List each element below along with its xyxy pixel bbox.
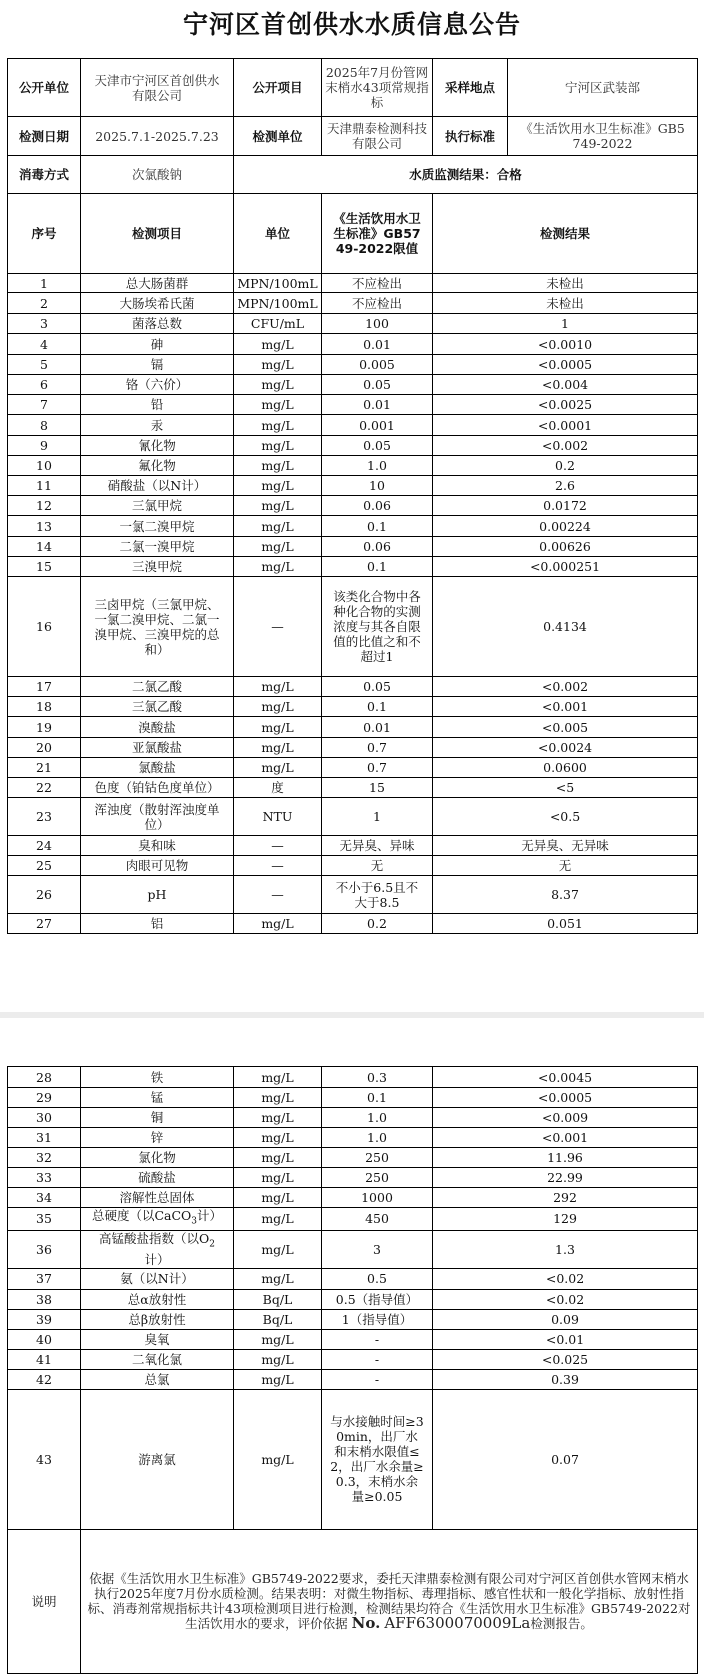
standard-label: 执行标准 <box>433 117 508 156</box>
row-limit: 1.0 <box>322 1128 433 1148</box>
row-item: 臭和味 <box>81 836 234 856</box>
row-result: <0.001 <box>433 697 698 717</box>
row-item: 溶解性总固体 <box>81 1188 234 1208</box>
row-limit: 1.0 <box>322 1108 433 1128</box>
row-result: <5 <box>433 778 698 798</box>
row-result: <0.5 <box>433 798 698 836</box>
row-result: <0.009 <box>433 1108 698 1128</box>
row-limit: 0.01 <box>322 717 433 738</box>
date-label: 检测日期 <box>8 117 81 156</box>
row-item: 汞 <box>81 415 234 436</box>
row-limit: 3 <box>322 1230 433 1268</box>
row-unit: mg/L <box>234 758 322 778</box>
header-no: 序号 <box>8 194 81 274</box>
row-no: 18 <box>8 697 81 717</box>
row-item: 三卤甲烷（三氯甲烷、一氯二溴甲烷、二氯一溴甲烷、三溴甲烷的总和） <box>81 577 234 677</box>
row-unit: mg/L <box>234 334 322 355</box>
row-item: 大肠埃希氏菌 <box>81 293 234 314</box>
row-unit: mg/L <box>234 1268 322 1289</box>
row-result: <0.002 <box>433 436 698 456</box>
row-item: 锌 <box>81 1128 234 1148</box>
row-no: 35 <box>8 1208 81 1231</box>
table-row <box>8 758 698 778</box>
row-item: 总氯 <box>81 1369 234 1389</box>
row-item: 锰 <box>81 1088 234 1108</box>
row-item: 砷 <box>81 334 234 355</box>
row-result: 11.96 <box>433 1148 698 1168</box>
row-limit: 0.01 <box>322 334 433 355</box>
row-no: 43 <box>8 1389 81 1529</box>
table-row <box>8 876 698 914</box>
row-unit: — <box>234 577 322 677</box>
table-row <box>8 577 698 677</box>
row-no: 37 <box>8 1268 81 1289</box>
row-unit: 度 <box>234 778 322 798</box>
note-label: 说明 <box>8 1529 81 1673</box>
disinfect-label: 消毒方式 <box>8 156 81 194</box>
row-limit: 不应检出 <box>322 293 433 314</box>
table-row <box>8 677 698 697</box>
row-result: 0.051 <box>433 914 698 934</box>
table-row <box>8 293 698 314</box>
note-row <box>8 1529 698 1673</box>
table-row <box>8 1208 698 1231</box>
row-unit: mg/L <box>234 1208 322 1231</box>
row-unit: mg/L <box>234 1369 322 1389</box>
lab-value: 天津鼎泰检测科技有限公司 <box>322 117 433 156</box>
row-item: 溴酸盐 <box>81 717 234 738</box>
row-limit: 1.0 <box>322 456 433 476</box>
row-item: 二氯乙酸 <box>81 677 234 697</box>
row-result: 未检出 <box>433 293 698 314</box>
row-unit: — <box>234 836 322 856</box>
row-unit: mg/L <box>234 355 322 375</box>
row-limit: 100 <box>322 314 433 334</box>
project-value: 2025年7月份管网末梢水43项常规指标 <box>322 59 433 117</box>
row-unit: mg/L <box>234 677 322 697</box>
header-unit: 单位 <box>234 194 322 274</box>
table-row <box>8 1168 698 1188</box>
row-result: 22.99 <box>433 1168 698 1188</box>
row-result: <0.02 <box>433 1268 698 1289</box>
row-result: <0.005 <box>433 717 698 738</box>
row-item: 菌落总数 <box>81 314 234 334</box>
row-limit: 0.5 <box>322 1268 433 1289</box>
row-unit: MPN/100mL <box>234 293 322 314</box>
row-no: 30 <box>8 1108 81 1128</box>
table-row <box>8 778 698 798</box>
lab-label: 检测单位 <box>234 117 322 156</box>
row-unit: mg/L <box>234 436 322 456</box>
table-row <box>8 836 698 856</box>
row-item: 氰化物 <box>81 436 234 456</box>
row-item: 总β放射性 <box>81 1309 234 1329</box>
table-row <box>8 1268 698 1289</box>
row-item: 三溴甲烷 <box>81 557 234 577</box>
row-unit: mg/L <box>234 1088 322 1108</box>
row-limit: 无异臭、异味 <box>322 836 433 856</box>
row-limit: 10 <box>322 476 433 496</box>
info-row-3 <box>8 156 698 194</box>
row-item: 游离氯 <box>81 1389 234 1529</box>
row-no: 22 <box>8 778 81 798</box>
row-unit: mg/L <box>234 415 322 436</box>
row-limit: 不小于6.5且不大于8.5 <box>322 876 433 914</box>
row-no: 3 <box>8 314 81 334</box>
row-result: <0.0045 <box>433 1067 698 1088</box>
row-no: 25 <box>8 856 81 876</box>
row-no: 1 <box>8 274 81 293</box>
row-result: <0.025 <box>433 1349 698 1369</box>
row-unit: Bq/L <box>234 1289 322 1309</box>
row-no: 36 <box>8 1230 81 1268</box>
row-limit: 0.005 <box>322 355 433 375</box>
row-unit: mg/L <box>234 496 322 516</box>
table-row <box>8 1309 698 1329</box>
row-no: 28 <box>8 1067 81 1088</box>
row-no: 6 <box>8 375 81 395</box>
row-limit: 1000 <box>322 1188 433 1208</box>
row-limit: 1 <box>322 798 433 836</box>
row-unit: mg/L <box>234 738 322 758</box>
row-item: 氯化物 <box>81 1148 234 1168</box>
standard-value: 《生活饮用水卫生标准》GB5749-2022 <box>508 117 698 156</box>
header-limit: 《生活饮用水卫生标准》GB5749-2022限值 <box>322 194 433 274</box>
row-unit: mg/L <box>234 914 322 934</box>
row-item: 色度（铂钴色度单位） <box>81 778 234 798</box>
row-item: 氟化物 <box>81 456 234 476</box>
row-limit: 0.2 <box>322 914 433 934</box>
row-no: 31 <box>8 1128 81 1148</box>
row-no: 4 <box>8 334 81 355</box>
row-item: 臭氧 <box>81 1329 234 1349</box>
row-no: 29 <box>8 1088 81 1108</box>
row-limit: 0.05 <box>322 436 433 456</box>
row-result: 0.0600 <box>433 758 698 778</box>
row-no: 12 <box>8 496 81 516</box>
row-limit: 0.06 <box>322 537 433 557</box>
row-result: 无异臭、无异味 <box>433 836 698 856</box>
row-limit: 0.05 <box>322 375 433 395</box>
row-no: 8 <box>8 415 81 436</box>
row-item: 铜 <box>81 1108 234 1128</box>
table-row <box>8 456 698 476</box>
header-item: 检测项目 <box>81 194 234 274</box>
row-limit: 该类化合物中各种化合物的实测浓度与其各自限值的比值之和不超过1 <box>322 577 433 677</box>
row-unit: mg/L <box>234 1389 322 1529</box>
table-row <box>8 1128 698 1148</box>
table-row <box>8 1148 698 1168</box>
table-row <box>8 1067 698 1088</box>
row-item: 铁 <box>81 1067 234 1088</box>
row-no: 26 <box>8 876 81 914</box>
table-row <box>8 697 698 717</box>
row-result: 0.09 <box>433 1309 698 1329</box>
row-unit: mg/L <box>234 1128 322 1148</box>
row-no: 42 <box>8 1369 81 1389</box>
row-limit: 15 <box>322 778 433 798</box>
row-limit: 0.1 <box>322 557 433 577</box>
table-row <box>8 395 698 415</box>
table-row <box>8 537 698 557</box>
row-no: 5 <box>8 355 81 375</box>
row-no: 40 <box>8 1329 81 1349</box>
row-result: <0.004 <box>433 375 698 395</box>
result-summary: 水质监测结果：合格 <box>234 156 698 194</box>
row-item: 三氯甲烷 <box>81 496 234 516</box>
row-unit: mg/L <box>234 456 322 476</box>
row-result: <0.0005 <box>433 355 698 375</box>
row-unit: MPN/100mL <box>234 274 322 293</box>
row-result: 0.0172 <box>433 496 698 516</box>
row-limit: 0.06 <box>322 496 433 516</box>
row-item: 总硬度（以CaCO$_3$计） <box>81 1208 234 1231</box>
row-no: 9 <box>8 436 81 456</box>
table-row <box>8 355 698 375</box>
row-no: 15 <box>8 557 81 577</box>
row-no: 7 <box>8 395 81 415</box>
row-unit: — <box>234 876 322 914</box>
row-result: 0.2 <box>433 456 698 476</box>
row-unit: mg/L <box>234 537 322 557</box>
row-limit: 0.05 <box>322 677 433 697</box>
row-result: <0.0001 <box>433 415 698 436</box>
table-row <box>8 914 698 934</box>
row-limit: 450 <box>322 1208 433 1231</box>
row-result: 0.4134 <box>433 577 698 677</box>
row-unit: mg/L <box>234 1329 322 1349</box>
water-quality-table-part2 <box>7 1066 698 1674</box>
water-quality-table-part1 <box>7 58 698 934</box>
row-limit: 0.7 <box>322 758 433 778</box>
row-unit: mg/L <box>234 1067 322 1088</box>
table-row <box>8 314 698 334</box>
row-no: 11 <box>8 476 81 496</box>
row-result: <0.0025 <box>433 395 698 415</box>
disinfect-value: 次氯酸钠 <box>81 156 234 194</box>
table-row <box>8 1108 698 1128</box>
row-unit: mg/L <box>234 476 322 496</box>
row-item: 总大肠菌群 <box>81 274 234 293</box>
row-unit: mg/L <box>234 1349 322 1369</box>
report-no-prefix: No. <box>351 1614 381 1632</box>
row-result: 1 <box>433 314 698 334</box>
date-value: 2025.7.1-2025.7.23 <box>81 117 234 156</box>
row-item: 铅 <box>81 395 234 415</box>
row-result: 292 <box>433 1188 698 1208</box>
row-no: 39 <box>8 1309 81 1329</box>
table-row <box>8 274 698 293</box>
row-unit: mg/L <box>234 1230 322 1268</box>
table-header-row <box>8 194 698 274</box>
row-item: 氯酸盐 <box>81 758 234 778</box>
row-limit: 0.1 <box>322 516 433 537</box>
row-result: 8.37 <box>433 876 698 914</box>
info-row-1 <box>8 59 698 117</box>
row-unit: CFU/mL <box>234 314 322 334</box>
row-no: 33 <box>8 1168 81 1188</box>
table-row <box>8 1349 698 1369</box>
row-item: 肉眼可见物 <box>81 856 234 876</box>
row-result: 0.00224 <box>433 516 698 537</box>
row-unit: mg/L <box>234 1108 322 1128</box>
row-no: 38 <box>8 1289 81 1309</box>
row-limit: 250 <box>322 1148 433 1168</box>
table-row <box>8 436 698 456</box>
row-unit: Bq/L <box>234 1309 322 1329</box>
table-row <box>8 1188 698 1208</box>
row-item: 铝 <box>81 914 234 934</box>
info-row-2 <box>8 117 698 156</box>
row-result: 0.00626 <box>433 537 698 557</box>
row-no: 23 <box>8 798 81 836</box>
unit-label: 公开单位 <box>8 59 81 117</box>
table-row <box>8 1230 698 1268</box>
row-result: 1.3 <box>433 1230 698 1268</box>
row-unit: mg/L <box>234 697 322 717</box>
row-item: 三氯乙酸 <box>81 697 234 717</box>
row-unit: mg/L <box>234 395 322 415</box>
site-value: 宁河区武装部 <box>508 59 698 117</box>
table-row <box>8 557 698 577</box>
project-label: 公开项目 <box>234 59 322 117</box>
row-no: 16 <box>8 577 81 677</box>
row-limit: 0.3 <box>322 1067 433 1088</box>
row-item: pH <box>81 876 234 914</box>
table-row <box>8 1369 698 1389</box>
row-limit: 250 <box>322 1168 433 1188</box>
note-body: 依据《生活饮用水卫生标准》GB5749-2022要求，委托天津鼎泰检测有限公司对宁河区首创供水管网末梢水执行2025年度7月份水质检测。结果表明：对微生物指标、毒理指标、感官性状和一般化学指标、放射性指标、消毒剂常规指标共计43项检测项目进行检测，检测结果均符合《生活饮用水卫生标准》GB5749-2022对生活饮用水的要求，评价依据 <box>87 1571 691 1631</box>
table-row <box>8 798 698 836</box>
row-no: 2 <box>8 293 81 314</box>
table-row <box>8 476 698 496</box>
row-unit: NTU <box>234 798 322 836</box>
table-row <box>8 856 698 876</box>
row-limit: 0.7 <box>322 738 433 758</box>
site-label: 采样地点 <box>433 59 508 117</box>
table-row <box>8 738 698 758</box>
row-no: 10 <box>8 456 81 476</box>
unit-value: 天津市宁河区首创供水有限公司 <box>81 59 234 117</box>
row-result: <0.000251 <box>433 557 698 577</box>
row-item: 一氯二溴甲烷 <box>81 516 234 537</box>
page-title: 宁河区首创供水水质信息公告 <box>182 10 521 39</box>
row-result: <0.0024 <box>433 738 698 758</box>
table-row <box>8 415 698 436</box>
note-text <box>81 1529 698 1673</box>
row-result: <0.0005 <box>433 1088 698 1108</box>
row-item: 浑浊度（散射浑浊度单位） <box>81 798 234 836</box>
table-row <box>8 496 698 516</box>
row-item: 氨（以N计） <box>81 1268 234 1289</box>
row-no: 13 <box>8 516 81 537</box>
row-limit: 无 <box>322 856 433 876</box>
row-result: 未检出 <box>433 274 698 293</box>
row-item: 高锰酸盐指数（以$O_2$计） <box>81 1230 234 1268</box>
row-unit: mg/L <box>234 516 322 537</box>
header-result: 检测结果 <box>433 194 698 274</box>
row-item: 总α放射性 <box>81 1289 234 1309</box>
table-row <box>8 717 698 738</box>
page-separator <box>0 1012 704 1018</box>
table-row <box>8 334 698 355</box>
row-unit: — <box>234 856 322 876</box>
row-no: 24 <box>8 836 81 856</box>
row-unit: mg/L <box>234 1168 322 1188</box>
report-suffix: 检测报告。 <box>530 1616 593 1631</box>
row-no: 19 <box>8 717 81 738</box>
row-item: 二氯一溴甲烷 <box>81 537 234 557</box>
row-result: 2.6 <box>433 476 698 496</box>
row-limit: 不应检出 <box>322 274 433 293</box>
row-unit: mg/L <box>234 717 322 738</box>
row-unit: mg/L <box>234 1148 322 1168</box>
row-no: 41 <box>8 1349 81 1369</box>
table-row <box>8 1329 698 1349</box>
table-row <box>8 516 698 537</box>
row-no: 27 <box>8 914 81 934</box>
row-result: <0.001 <box>433 1128 698 1148</box>
row-limit: 0.001 <box>322 415 433 436</box>
row-result: 0.39 <box>433 1369 698 1389</box>
report-number: AFF6300070009La <box>384 1614 531 1632</box>
row-unit: mg/L <box>234 557 322 577</box>
row-limit: 0.1 <box>322 697 433 717</box>
row-limit: 0.01 <box>322 395 433 415</box>
row-no: 34 <box>8 1188 81 1208</box>
row-limit: - <box>322 1329 433 1349</box>
row-item: 铬（六价） <box>81 375 234 395</box>
table-row <box>8 375 698 395</box>
row-limit: - <box>322 1369 433 1389</box>
row-result: <0.0010 <box>433 334 698 355</box>
table-row <box>8 1088 698 1108</box>
row-result: <0.02 <box>433 1289 698 1309</box>
row-limit: - <box>322 1349 433 1369</box>
row-item: 硫酸盐 <box>81 1168 234 1188</box>
row-no: 20 <box>8 738 81 758</box>
row-limit: 0.5（指导值） <box>322 1289 433 1309</box>
row-item: 镉 <box>81 355 234 375</box>
row-item: 二氧化氯 <box>81 1349 234 1369</box>
row-item: 硝酸盐（以N计） <box>81 476 234 496</box>
row-limit: 与水接触时间≥30min，出厂水和末梢水限值≤2，出厂水余量≥0.3，末梢水余量≥0.05 <box>322 1389 433 1529</box>
row-no: 32 <box>8 1148 81 1168</box>
table-row <box>8 1289 698 1309</box>
row-unit: mg/L <box>234 1188 322 1208</box>
row-limit: 1（指导值） <box>322 1309 433 1329</box>
row-unit: mg/L <box>234 375 322 395</box>
row-no: 21 <box>8 758 81 778</box>
row-result: <0.01 <box>433 1329 698 1349</box>
row-item: 亚氯酸盐 <box>81 738 234 758</box>
row-result: <0.002 <box>433 677 698 697</box>
row-limit: 0.1 <box>322 1088 433 1108</box>
row-result: 0.07 <box>433 1389 698 1529</box>
table-row <box>8 1389 698 1529</box>
row-no: 17 <box>8 677 81 697</box>
row-result: 无 <box>433 856 698 876</box>
row-result: 129 <box>433 1208 698 1231</box>
row-no: 14 <box>8 537 81 557</box>
